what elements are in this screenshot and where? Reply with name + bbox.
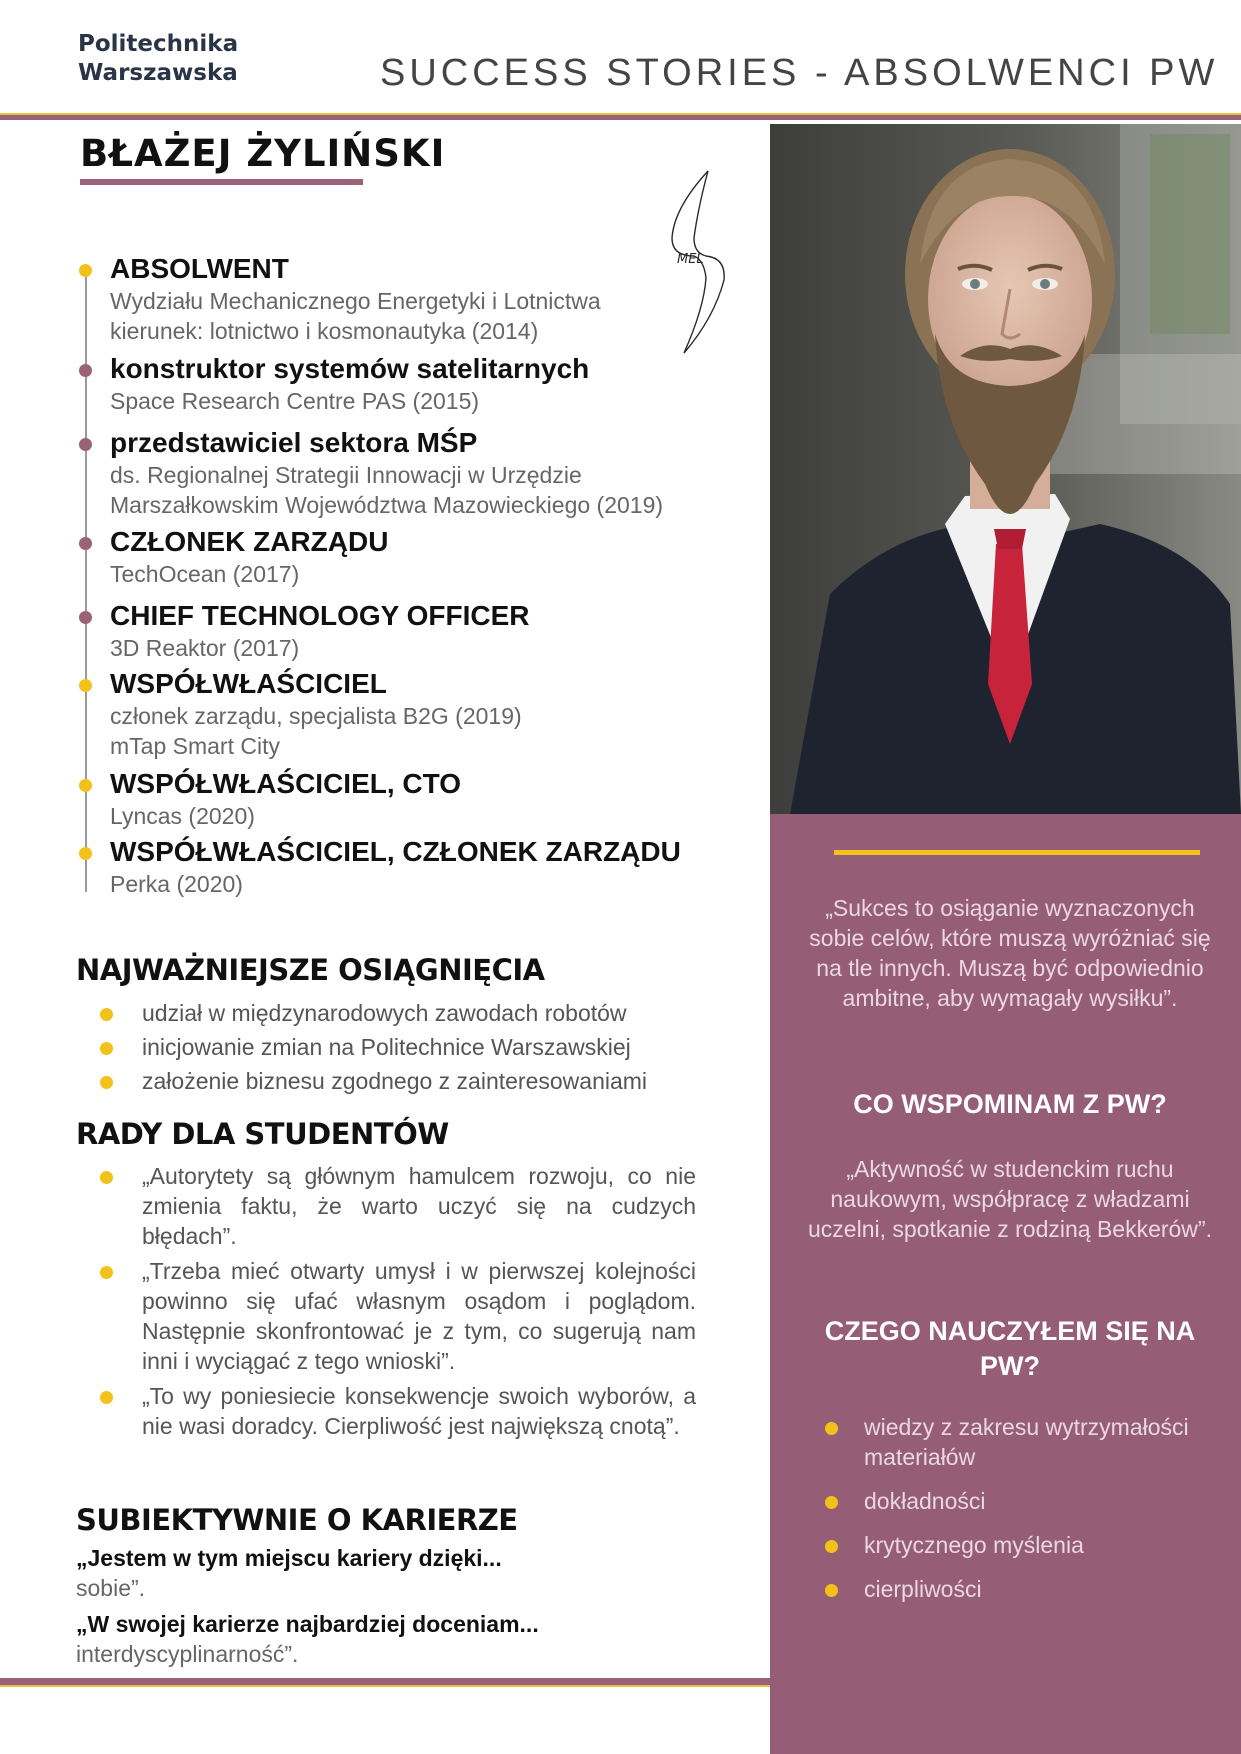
advice-heading: RADY DLA STUDENTÓW <box>76 1117 449 1151</box>
footer-divider <box>0 1678 770 1685</box>
bullet-dot-icon <box>825 1496 838 1509</box>
timeline-dot-icon <box>79 679 92 692</box>
timeline-dot-icon <box>79 438 92 451</box>
career-detail: ds. Regionalnej Strategii Innowacji w Urzędzie <box>110 462 582 488</box>
career-title: WSPÓŁWŁAŚCICIEL, CZŁONEK ZARZĄDU <box>110 836 681 867</box>
career-entry <box>78 525 718 589</box>
bullet-dot-icon <box>825 1584 838 1597</box>
career-detail: Space Research Centre PAS (2015) <box>110 388 480 414</box>
career-detail: Marszałkowskim Województwa Mazowieckiego (2019) <box>110 492 664 518</box>
header-divider-accent <box>0 113 1241 115</box>
timeline-dot-icon <box>79 779 92 792</box>
list-item: założenie biznesu zgodnego z zainteresowaniami <box>96 1066 696 1096</box>
list-item: dokładności <box>822 1486 1212 1516</box>
list-item: „Trzeba mieć otwarty umysł i w pierwszej kolejności powinno się ufać własnym osądom i poglądom. Następnie skonfrontować je z tym, co sugerują nam inni i wyciągać z tego wnioski”. <box>96 1256 696 1376</box>
list-item: „To wy poniesiecie konsekwencje swoich wyborów, a nie wasi doradcy. Cierpliwość jest największą cnotą”. <box>96 1381 696 1441</box>
career-detail: TechOcean (2017) <box>110 561 300 587</box>
bullet-dot-icon <box>100 1076 113 1089</box>
list-item: cierpliwości <box>822 1574 1212 1604</box>
career-timeline <box>78 252 718 899</box>
achievements-heading: NAJWAŻNIEJSZE OSIĄGNIĘCIA <box>76 953 545 987</box>
career-title: konstruktor systemów satelitarnych <box>110 353 590 384</box>
list-item: udział w międzynarodowych zawodach robotów <box>96 998 696 1028</box>
university-logo <box>78 30 238 88</box>
career-title: WSPÓŁWŁAŚCICIEL <box>110 668 387 699</box>
portrait-illustration <box>770 124 1241 814</box>
list-item: inicjowanie zmian na Politechnice Warszawskiej <box>96 1032 696 1062</box>
career-detail: Wydziału Mechanicznego Energetyki i Lotnictwa <box>110 288 601 314</box>
advice-list <box>96 1161 696 1446</box>
career-title: przedstawiciel sektora MŚP <box>110 427 478 458</box>
career-entry <box>78 835 718 899</box>
learned-heading: CZEGO NAUCZYŁEM SIĘ NA PW? <box>824 1316 1196 1381</box>
career-entry <box>78 352 718 416</box>
bullet-dot-icon <box>100 1042 113 1055</box>
timeline-dot-icon <box>79 264 92 277</box>
career-entry <box>78 426 718 520</box>
subjective-answer: sobie”. <box>76 1575 146 1601</box>
list-item: krytycznego myślenia <box>822 1530 1212 1560</box>
career-title: CZŁONEK ZARZĄDU <box>110 526 389 557</box>
career-entry <box>78 599 718 663</box>
portrait-photo <box>770 124 1241 814</box>
bullet-dot-icon <box>100 1171 113 1184</box>
person-name: BŁAŻEJ ŻYLIŃSKI <box>80 132 446 175</box>
career-detail: kierunek: lotnictwo i kosmonautyka (2014) <box>110 318 539 344</box>
bullet-dot-icon <box>825 1422 838 1435</box>
career-detail: mTap Smart City <box>110 733 280 759</box>
career-title: ABSOLWENT <box>110 253 289 284</box>
career-detail: Perka (2020) <box>110 871 243 897</box>
career-detail: członek zarządu, specjalista B2G (2019) <box>110 703 522 729</box>
career-title: WSPÓŁWŁAŚCICIEL, CTO <box>110 768 462 799</box>
list-item: wiedzy z zakresu wytrzymałości materiałów <box>822 1412 1212 1472</box>
name-underline <box>80 179 363 185</box>
career-entry <box>78 667 718 761</box>
subjective-answer-1 <box>76 1543 696 1603</box>
list-item: „Autorytety są głównym hamulcem rozwoju, co nie zmienia faktu, że warto uczyć się na cudzych błędach”. <box>96 1161 696 1251</box>
subjective-answer-2 <box>76 1609 696 1669</box>
career-title: CHIEF TECHNOLOGY OFFICER <box>110 600 530 631</box>
logo-line-1: Politechnika <box>78 31 239 57</box>
memories-text: „Aktywność w studenckim ruchu naukowym, współpracę z władzami uczelni, spotkanie z rodziną Bekkerów”. <box>808 1156 1212 1242</box>
career-entry <box>78 252 718 346</box>
memories-heading: CO WSPOMINAM Z PW? <box>853 1089 1167 1119</box>
signature-text: MEL <box>677 252 704 267</box>
learned-list <box>822 1412 1212 1618</box>
career-detail: 3D Reaktor (2017) <box>110 635 300 661</box>
bullet-dot-icon <box>100 1391 113 1404</box>
subjective-question: „Jestem w tym miejscu kariery dzięki... <box>76 1545 502 1571</box>
document-title: SUCCESS STORIES - ABSOLWENCI PW <box>380 52 1219 94</box>
sidebar-accent-line <box>834 850 1200 855</box>
success-quote: „Sukces to osiąganie wyznaczonych sobie celów, które muszą wyróżniać się na tle innych. Muszą być odpowiednio ambitne, aby wymagały wysiłku”. <box>809 895 1211 1011</box>
career-detail: Lyncas (2020) <box>110 803 255 829</box>
subjective-heading: SUBIEKTYWNIE O KARIERZE <box>76 1503 518 1537</box>
achievements-list <box>96 998 696 1100</box>
bullet-dot-icon <box>100 1008 113 1021</box>
timeline-dot-icon <box>79 611 92 624</box>
subjective-answer: interdyscyplinarność”. <box>76 1641 299 1667</box>
footer-divider-accent <box>0 1685 770 1687</box>
timeline-dot-icon <box>79 847 92 860</box>
subjective-question: „W swojej karierze najbardziej doceniam... <box>76 1611 539 1637</box>
bullet-dot-icon <box>825 1540 838 1553</box>
bullet-dot-icon <box>100 1266 113 1279</box>
timeline-dot-icon <box>79 364 92 377</box>
career-entry <box>78 767 718 831</box>
logo-line-2: Warszawska <box>78 60 238 86</box>
timeline-dot-icon <box>79 537 92 550</box>
